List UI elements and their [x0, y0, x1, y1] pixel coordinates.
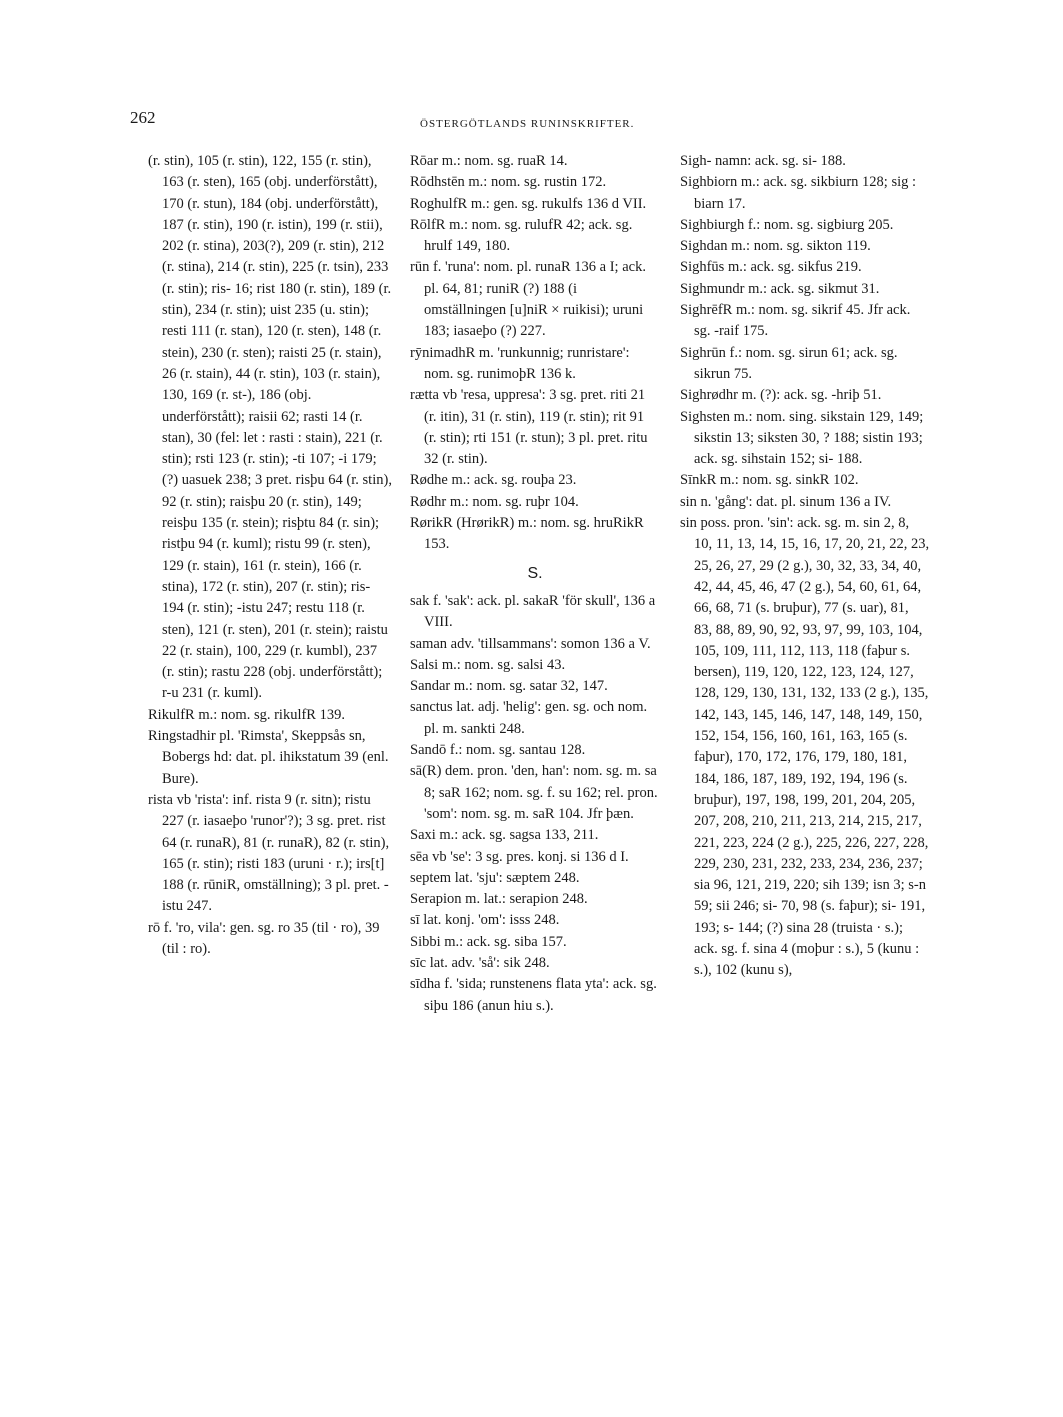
- entry: sī lat. konj. 'om': isss 248.: [410, 912, 560, 929]
- entry: rista vb 'rista': inf. rista 9 (r. sitn); ristu 227 (r. iasaeþo 'runor'?); 3 sg. pret. rist 64 (r. runaR), 81 (r. runaR), 82 (r. stin), 165 (r. stin); risti 183 (uruni · r.); irs[t] 188 (r. rūniR, omställning); 3 pl. pret. -istu 247.: [148, 791, 390, 915]
- entry: Rødhe m.: ack. sg. rouþa 23.: [410, 472, 577, 489]
- entry: RikulfR m.: nom. sg. rikulfR 139.: [148, 706, 345, 723]
- entry: rȳnimadhR m. 'runkunnig; runristare': nom. sg. runimoþR 136 k.: [410, 344, 630, 382]
- entry: Sighbiurgh f.: nom. sg. sigbiurg 205.: [680, 216, 894, 233]
- entry: sīdha f. 'sida; runstenens flata yta': ack. sg. siþu 186 (anun hiu s.).: [410, 976, 657, 1014]
- entry: Saxi m.: ack. sg. sagsa 133, 211.: [410, 827, 599, 844]
- entry: sā(R) dem. pron. 'den, han': nom. sg. m. sa 8; saR 162; nom. sg. f. su 162; rel. pron. 'som': nom. sg. m. saR 104. Jfr þæn.: [410, 763, 658, 822]
- entry: sēa vb 'se': 3 sg. pres. konj. si 136 d I.: [410, 848, 629, 865]
- entry: RoghulfR m.: gen. sg. rukulfs 136 d VII.: [410, 195, 647, 212]
- column-2: [410, 151, 660, 1017]
- entry: (r. stin), 105 (r. stin), 122, 155 (r. stin), 163 (r. sten), 165 (obj. underförstått), 170 (r. stun), 184 (obj. underförstått), 187 (r. stin), 190 (r. istin), 199 (r. stii), 202 (r. stina), 203(?), 209 (r. stin), 212 (r. stina), 214 (r. stin), 225 (r. tsin), 233 (r. stin); ris- 16; rist 180 (r. stin), 189 (r. stin), 234 (r. stin); uist 235 (u. stin); resti 111 (r. stan), 120 (r. sten), 148 (r. stein), 230 (r. sten); raisti 25 (r. stain), 26 (r. stain), 44 (r. stin), 103 (r. stain), 130, 169 (r. st-), 186 (obj. underförstått); raisii 62; rasti 14 (r. stan), 30 (fel: let : rasti : stain), 221 (r. stin); rsti 123 (r. stin); -ti 107; -i 179; (?) uasuek 238; 3 pret. risþu 64 (r. stin), 92 (r. stin); raisþu 20 (r. stin), 149; reisþu 135 (r. stein); risþtu 84 (r. sin); ristþu 94 (r. kuml); ristu 99 (r. sten), 129 (r. stain), 161 (r. stein), 166 (r. stina), 172 (r. stin), 207 (r. stin); ris- 194 (r. stin); -istu 247; restu 118 (r. sten), 121 (r. sten), 201 (r. stein); raistu 22 (r. stain), 100, 229 (r. kumbl), 237 (r. stin); rastu 228 (obj. underförstått); r-u 231 (r. kuml).: [148, 153, 392, 702]
- entry: rūn f. 'runa': nom. pl. runaR 136 a I; ack. pl. 64, 81; runiR (?) 188 (i omställningen [u]niR × ruikisi); uruni 183; iasaeþo (?) 227.: [410, 259, 646, 340]
- page-number: 262: [130, 108, 156, 127]
- entry: sanctus lat. adj. 'helig': gen. sg. och nom. pl. m. sankti 248.: [410, 699, 648, 737]
- entry: Serapion m. lat.: serapion 248.: [410, 891, 588, 908]
- entry: sak f. 'sak': ack. pl. sakaR 'för skull', 136 a VIII.: [410, 592, 656, 631]
- entry: SighrēfR m.: nom. sg. sikrif 45. Jfr ack. sg. -raif 175.: [680, 302, 911, 340]
- entry: sīc lat. adv. 'så': sik 248.: [410, 954, 550, 971]
- entry: Rødhr m.: nom. sg. ruþr 104.: [410, 493, 579, 510]
- entry: Salsi m.: nom. sg. salsi 43.: [410, 656, 566, 673]
- entry: Sigh- namn: ack. sg. si- 188.: [680, 153, 846, 169]
- entry: saman adv. 'tillsammans': somon 136 a V.: [410, 635, 651, 652]
- entry: Sibbi m.: ack. sg. siba 157.: [410, 933, 567, 950]
- entry: Sandar m.: nom. sg. satar 32, 147.: [410, 678, 608, 695]
- section-heading: S.: [527, 564, 543, 582]
- entry: RørikR (HrørikR) m.: nom. sg. hruRikR 153.: [410, 515, 644, 553]
- entry: septem lat. 'sju': sæptem 248.: [410, 869, 580, 886]
- entry: Sighdan m.: nom. sg. sikton 119.: [680, 238, 871, 255]
- entry: rætta vb 'resa, uppresa': 3 sg. pret. riti 21 (r. itin), 31 (r. stin), 119 (r. stin); rit 91 (r. stin); rti 151 (r. stun); 3 pl. pret. ritu 32 (r. stin).: [410, 387, 648, 468]
- column-3: [680, 151, 930, 982]
- entry: sin poss. pron. 'sin': ack. sg. m. sin 2, 8, 10, 11, 13, 14, 15, 16, 17, 20, 21, 22, 23, 25, 26, 27, 29 (2 g.), 30, 32, 33, 34, 40, 42, 44, 45, 46, 47 (2 g.), 54, 60, 61, 64, 66, 68, 71 (s. bruþur), 77 (s. uar), 81, 83, 88, 89, 90, 92, 93, 97, 99, 103, 104, 105, 109, 111, 112, 113, 118 (faþur s. bersen), 119, 120, 122, 123, 124, 127, 128, 129, 130, 131, 132, 133 (2 g.), 135, 142, 143, 145, 146, 147, 148, 149, 150, 152, 154, 156, 160, 161, 163, 165 (s. faþur), 170, 172, 176, 179, 180, 181, 184, 186, 187, 189, 192, 194, 196 (s. bruþur), 197, 198, 199, 201, 204, 205, 207, 208, 210, 211, 213, 214, 215, 217, 221, 223, 224 (2 g.), 225, 226, 227, 228, 229, 230, 231, 232, 233, 234, 236, 237; sia 96, 121, 219, 220; sih 139; isn 3; s-n 59; sii 246; si- 70, 98 (s. faþur); si- 191, 193; s- 144; (?) sina 28 (truista · s.); ack. sg. f. sina 4 (moþur : s.), 5 (kunu : s.), 102 (kunu s),: [680, 515, 930, 979]
- entry: Ringstadhir pl. 'Rimsta', Skeppsås sn, Bobergs hd: dat. pl. ihikstatum 39 (enl. Bure).: [148, 728, 389, 787]
- entry: Sighfūs m.: ack. sg. sikfus 219.: [680, 259, 862, 276]
- entry: Rōdhstēn m.: nom. sg. rustin 172.: [410, 174, 607, 191]
- entry: rō f. 'ro, vila': gen. sg. ro 35 (til · ro), 39 (til : ro).: [148, 919, 380, 957]
- entry: Sighrødhr m. (?): ack. sg. -hriþ 51.: [680, 387, 882, 404]
- running-title: ÖSTERGÖTLANDS RUNINSKRIFTER.: [420, 118, 635, 130]
- entry: Sighbiorn m.: ack. sg. sikbiurn 128; sig : biarn 17.: [680, 174, 917, 212]
- entry: Rōar m.: nom. sg. ruaR 14.: [410, 153, 568, 169]
- entry: RōlfR m.: nom. sg. rulufR 42; ack. sg. hrulf 149, 180.: [410, 216, 633, 255]
- entry: sin n. 'gång': dat. pl. sinum 136 a IV.: [680, 493, 892, 510]
- entry: Sighrūn f.: nom. sg. sirun 61; ack. sg. sikrun 75.: [680, 344, 898, 382]
- entry: Sandō f.: nom. sg. santau 128.: [410, 742, 586, 759]
- entry: Sighsten m.: nom. sing. sikstain 129, 149; sikstin 13; siksten 30, ? 188; sistin 193; ack. sg. sihstain 152; si- 188.: [680, 408, 924, 468]
- entry: Sighmundr m.: ack. sg. sikmut 31.: [680, 280, 880, 297]
- entry: SīnkR m.: nom. sg. sinkR 102.: [680, 472, 859, 489]
- column-1: [148, 151, 392, 960]
